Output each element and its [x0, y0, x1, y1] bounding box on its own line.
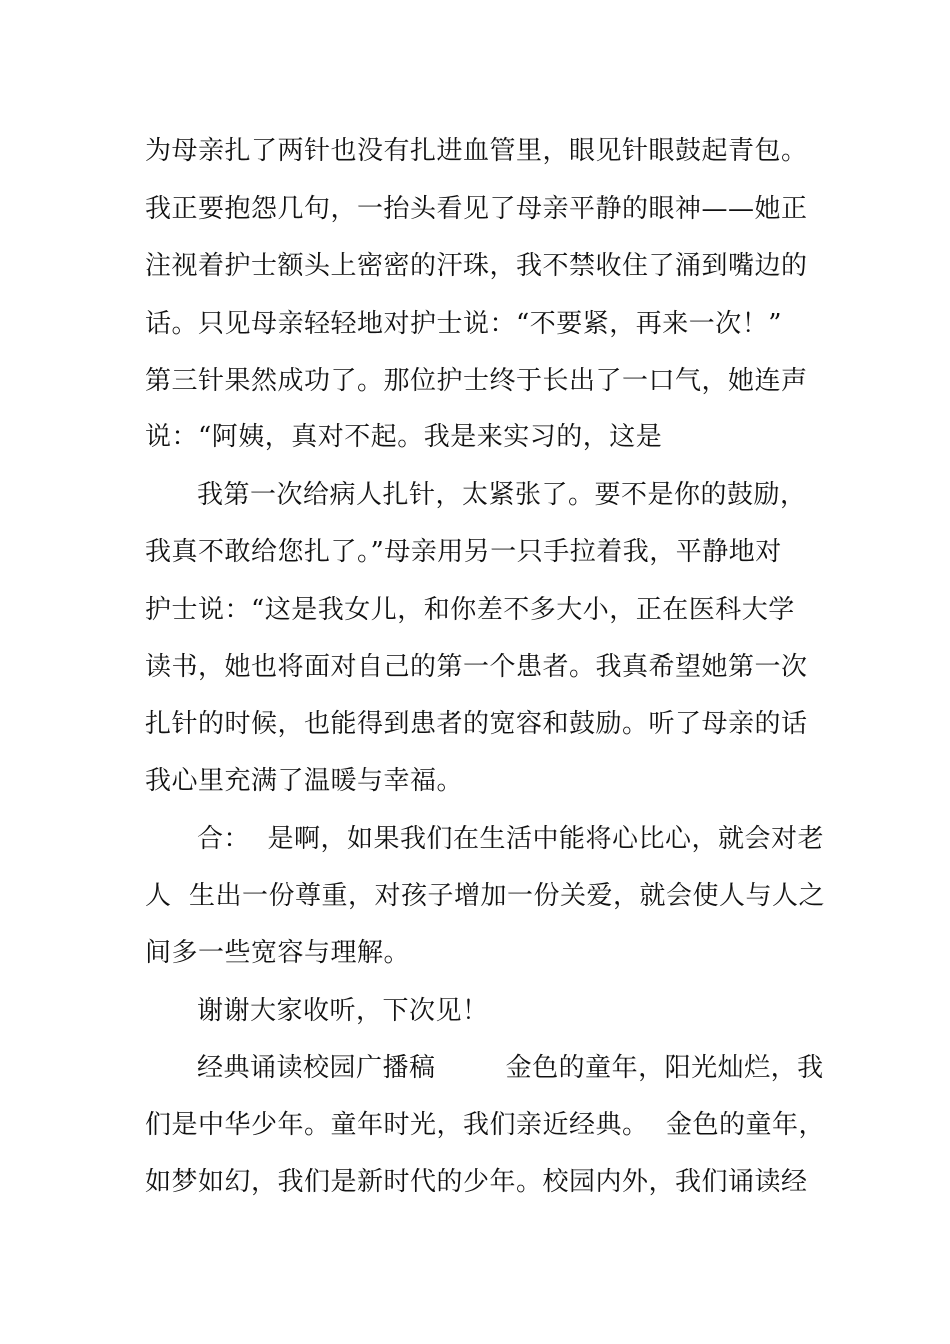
text-line: 为母亲扎了两针也没有扎进血管里，眼见针眼鼓起青包。	[145, 136, 808, 166]
text-line: 第三针果然成功了。那位护士终于长出了一口气，她连声	[145, 366, 808, 396]
text-line: 们是中华少年。童年时光，我们亲近经典。 金色的童年，	[145, 1110, 826, 1140]
text-line: 扎针的时候，也能得到患者的宽容和鼓励。听了母亲的话	[145, 709, 808, 739]
text-line: 说：“阿姨，真对不起。我是来实习的，这是	[145, 422, 663, 452]
text-line: 话。只见母亲轻轻地对护士说：“不要紧，再来一次！”	[145, 309, 783, 339]
text-line: 谢谢大家收听，下次见！	[197, 996, 489, 1026]
text-line: 如梦如幻，我们是新时代的少年。校园内外，我们诵读经	[145, 1167, 808, 1197]
text-line: 我心里充满了温暖与幸福。	[145, 766, 464, 796]
text-line: 经典诵读校园广播稿 金色的童年，阳光灿烂，我	[197, 1053, 824, 1083]
text-line: 注视着护士额头上密密的汗珠，我不禁收住了涌到嘴边的	[145, 251, 808, 281]
text-line: 我真不敢给您扎了。”母亲用另一只手拉着我，平静地对	[145, 537, 782, 567]
text-line: 我正要抱怨几句，一抬头看见了母亲平静的眼神——她正	[145, 194, 808, 224]
text-line: 合： 是啊，如果我们在生活中能将心比心，就会对老	[197, 824, 825, 854]
text-line: 护士说：“这是我女儿，和你差不多大小，正在医科大学	[145, 595, 795, 625]
text-line: 我第一次给病人扎针，太紧张了。要不是你的鼓励，	[197, 480, 807, 510]
text-line: 间多一些宽容与理解。	[145, 938, 411, 968]
text-line: 人 生出一份尊重，对孩子增加一份关爱，就会使人与人之	[145, 881, 826, 911]
text-line: 读书，她也将面对自己的第一个患者。我真希望她第一次	[145, 652, 808, 682]
